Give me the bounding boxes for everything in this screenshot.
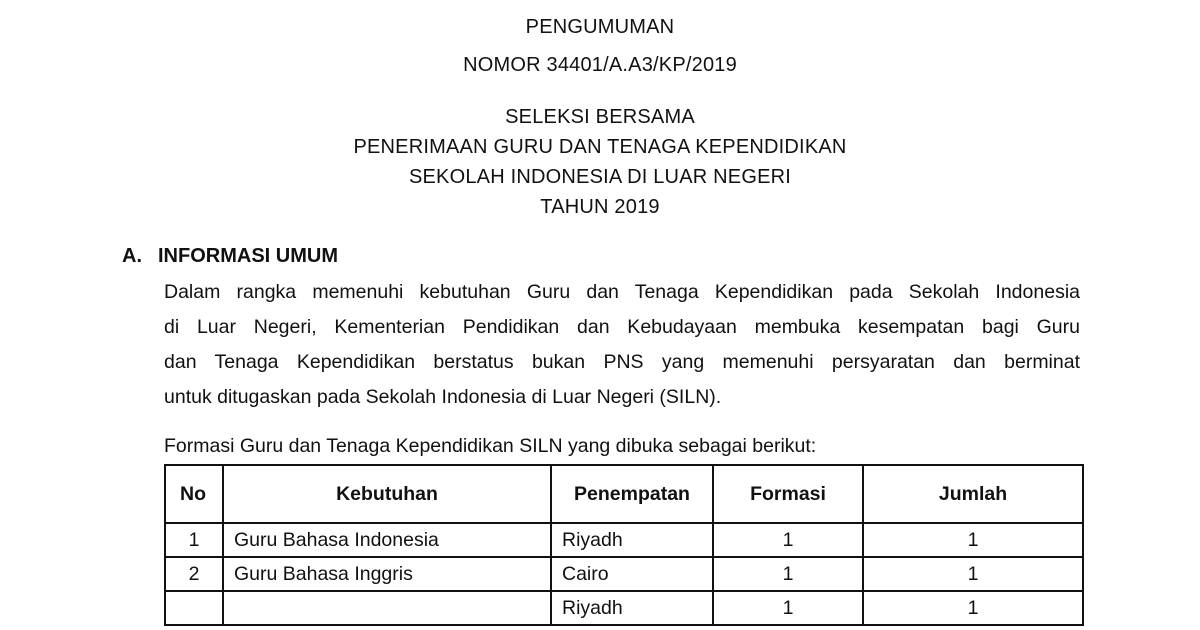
cell-formasi: 1 [713,557,863,591]
selection-subtitle: PENERIMAAN GURU DAN TENAGA KEPENDIDIKAN [353,136,847,158]
cell-jumlah: 1 [863,591,1083,625]
cell-kebutuhan: Guru Bahasa Inggris [223,557,551,591]
cell-penempatan: Riyadh [551,523,713,557]
section-letter: A. [122,245,142,267]
cell-penempatan: Cairo [551,557,713,591]
column-header-no: No [165,465,223,523]
general-info-paragraph [164,275,1080,415]
announcement-number: NOMOR 34401/A.A3/KP/2019 [463,54,737,76]
section-title: INFORMASI UMUM [158,245,338,267]
formation-table [164,464,1084,626]
cell-formasi: 1 [713,591,863,625]
cell-penempatan: Riyadh [551,591,713,625]
column-header-penempatan: Penempatan [551,465,713,523]
cell-kebutuhan [223,591,551,625]
cell-no: 1 [165,523,223,557]
cell-jumlah: 1 [863,523,1083,557]
column-header-formasi: Formasi [713,465,863,523]
paragraph-line: Dalam rangka memenuhi kebutuhan Guru dan Tenaga Kependidikan pada Sekolah Indonesia [164,281,1080,303]
selection-year: TAHUN 2019 [540,196,660,218]
cell-no: 2 [165,557,223,591]
table-intro: Formasi Guru dan Tenaga Kependidikan SILN yang dibuka sebagai berikut: [164,435,817,457]
column-header-kebutuhan: Kebutuhan [223,465,551,523]
cell-formasi: 1 [713,523,863,557]
table-row [165,523,1083,557]
section-a-heading [122,245,338,268]
column-header-jumlah: Jumlah [863,465,1083,523]
selection-title: SELEKSI BERSAMA [505,106,695,128]
cell-jumlah: 1 [863,557,1083,591]
paragraph-line: di Luar Negeri, Kementerian Pendidikan dan Kebudayaan membuka kesempatan bagi Guru [164,316,1080,338]
selection-school: SEKOLAH INDONESIA DI LUAR NEGERI [408,166,792,188]
table-header-row [165,465,1083,523]
cell-no [165,591,223,625]
paragraph-line: dan Tenaga Kependidikan berstatus bukan PNS yang memenuhi persyaratan dan berminat [164,351,1080,373]
paragraph-line: untuk ditugaskan pada Sekolah Indonesia di Luar Negeri (SILN). [164,386,722,408]
announcement-heading: PENGUMUMAN [525,16,675,38]
table-row [165,557,1083,591]
table-row [165,591,1083,625]
cell-kebutuhan: Guru Bahasa Indonesia [223,523,551,557]
